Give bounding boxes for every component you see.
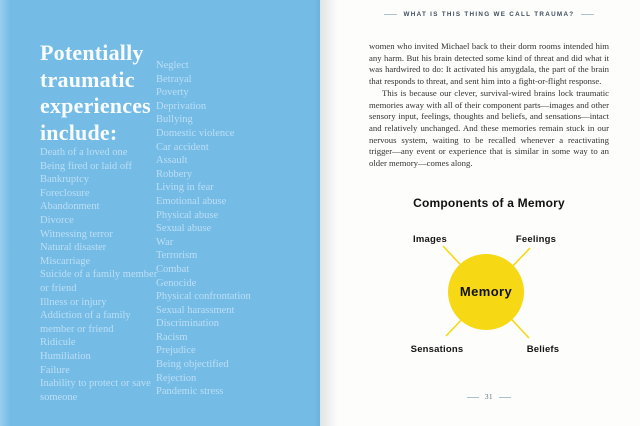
list-item: Illness or injury: [40, 296, 107, 308]
list-item: Pandemic stress: [156, 386, 224, 398]
list-item: Rejection: [156, 372, 197, 384]
trauma-list-column-2: [156, 59, 294, 399]
paragraph-1: women who invited Michael back to their dorm rooms intended him any harm. But his brain detected some kind of threat and did what it was hardwired to do: It activated his amygdala, the part of the brain that responds to threat, and sent him into a fight-or-flight response.: [369, 41, 609, 87]
list-item: Ridicule: [40, 337, 76, 349]
list-item: Living in fear: [156, 182, 214, 194]
list-item: Poverty: [156, 87, 189, 99]
list-item: Robbery: [156, 168, 193, 180]
label-beliefs: Beliefs: [526, 344, 560, 355]
right-page: [320, 0, 640, 426]
list-item: Bankruptcy: [40, 174, 89, 186]
body-text: [369, 41, 609, 170]
memory-diagram: [369, 221, 609, 366]
list-item: Discrimination: [156, 318, 219, 330]
running-header-text: WHAT IS THIS THING WE CALL TRAUMA?: [403, 11, 575, 18]
list-item: Sexual harassment: [156, 304, 235, 316]
paragraph-2: This is because our clever, survival-wired brains lock traumatic memories away with all of their component parts—images and other sensory input, feelings, thoughts and beliefs, and sensations—intact and relatively unchanged. And these memories remain stuck in our nervous system, waiting to be recalled whenever a reactivating trigger—any event or experience that is similar in some way to an older memory—comes along.: [369, 87, 609, 169]
list-item: Car accident: [156, 141, 209, 153]
list-item: Combat: [156, 263, 190, 275]
list-item: Foreclosure: [40, 187, 90, 199]
list-item: Neglect: [156, 60, 189, 71]
running-header: [369, 11, 609, 18]
list-item: Inability to protect or save someone: [40, 378, 151, 403]
trauma-list-column-1: [40, 146, 166, 404]
page-footer: [369, 393, 609, 401]
list-item: Death of a loved one: [40, 147, 128, 158]
left-page-heading: Potentially traumatic experiences include:: [40, 40, 151, 145]
list-item: Failure: [40, 364, 70, 376]
list-item: Bullying: [156, 114, 193, 126]
list-item: Witnessing terror: [40, 228, 113, 240]
folio-rule-left: [467, 397, 479, 398]
list-item: Terrorism: [156, 250, 198, 262]
list-item: Miscarriage: [40, 255, 91, 267]
folio-rule-right: [499, 397, 511, 398]
list-item: Domestic violence: [156, 127, 235, 139]
list-item: Physical abuse: [156, 209, 219, 221]
list-item: Natural disaster: [40, 242, 107, 254]
header-rule-left: [384, 14, 397, 15]
list-item: Abandonment: [40, 201, 100, 213]
header-rule-right: [581, 14, 594, 15]
list-item: Emotional abuse: [156, 195, 227, 207]
list-item: Assault: [156, 155, 188, 167]
page-number: 31: [485, 393, 493, 401]
list-item: Humiliation: [40, 350, 91, 362]
list-item: Suicide of a family member or friend: [40, 269, 158, 294]
list-item: Divorce: [40, 214, 74, 226]
list-item: Sexual abuse: [156, 223, 212, 235]
diagram-title: Components of a Memory: [413, 196, 565, 210]
list-item: Genocide: [156, 277, 197, 289]
label-feelings: Feelings: [515, 234, 557, 245]
list-item: Racism: [156, 331, 188, 343]
label-sensations: Sensations: [410, 344, 464, 355]
list-item: War: [156, 236, 174, 248]
list-item: Prejudice: [156, 345, 196, 357]
list-item: Betrayal: [156, 73, 192, 85]
list-item: Being objectified: [156, 359, 229, 371]
label-images: Images: [413, 234, 447, 245]
list-item: Physical confrontation: [156, 291, 251, 303]
list-item: Deprivation: [156, 100, 207, 112]
list-item: Addiction of a family member or friend: [40, 310, 131, 335]
memory-label: Memory: [459, 284, 513, 299]
list-item: Being fired or laid off: [40, 160, 132, 172]
